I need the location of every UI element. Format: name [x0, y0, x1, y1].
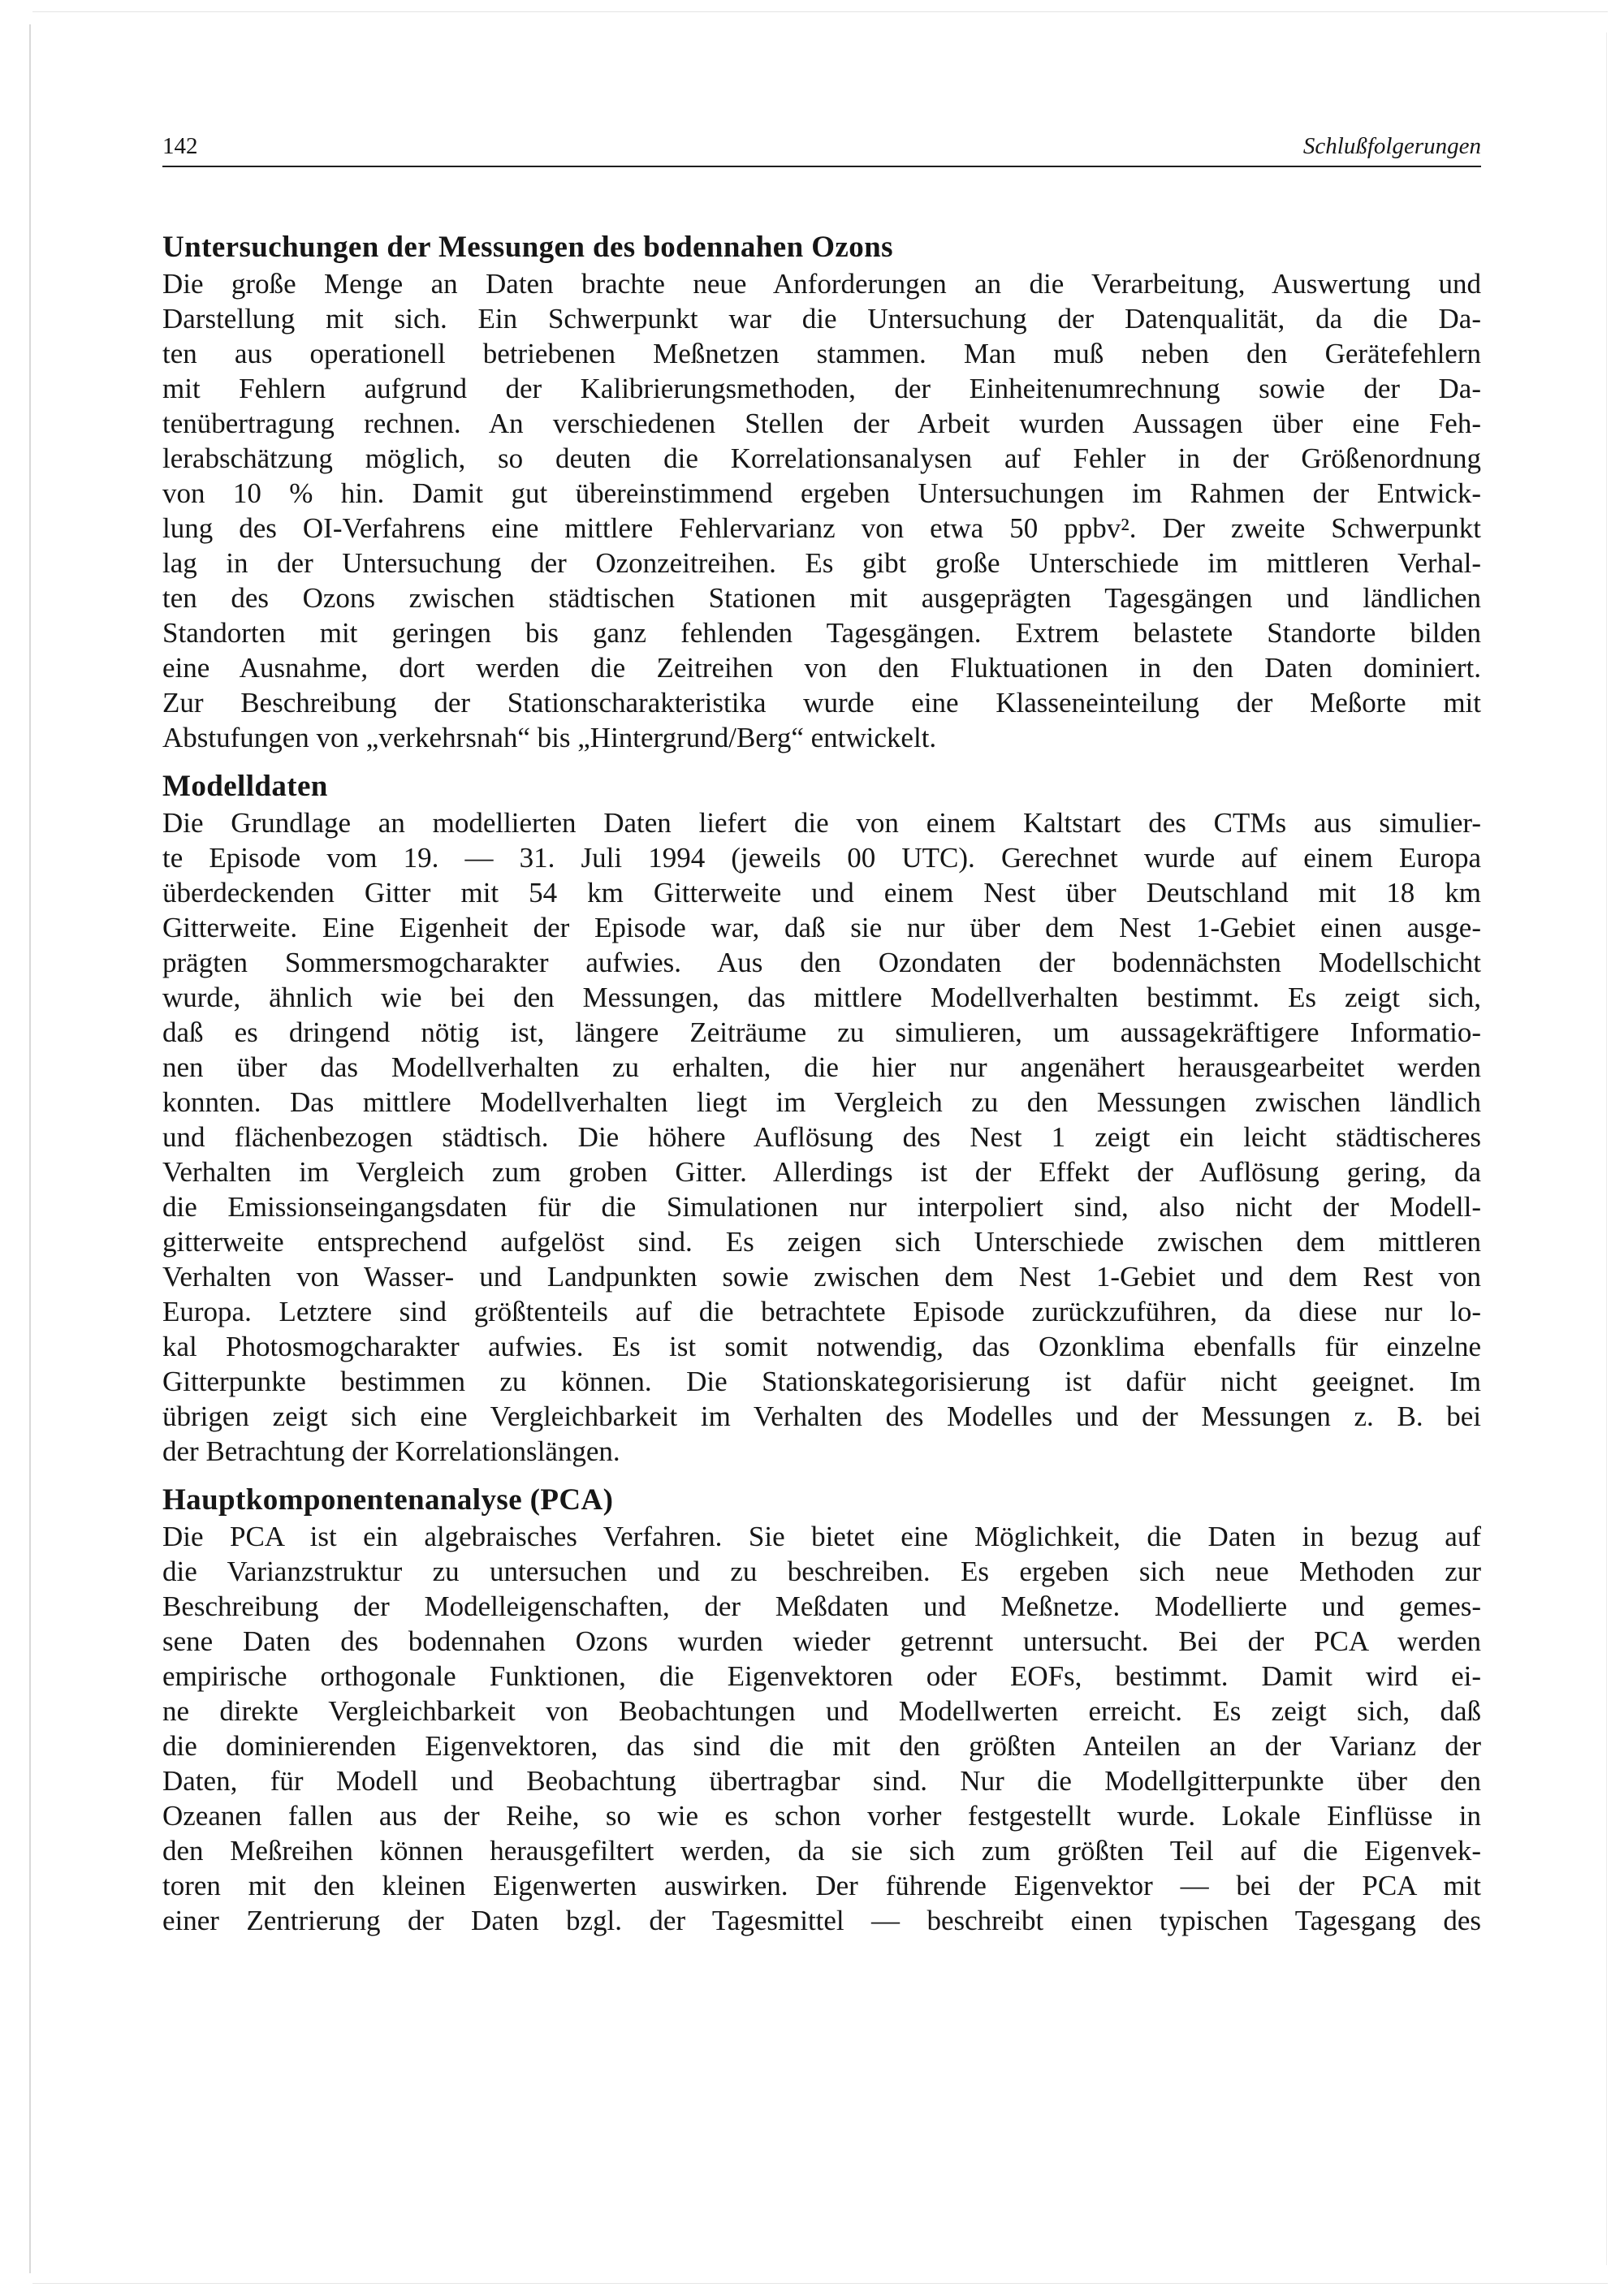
text-line: Gitterpunkte bestimmen zu können. Die Stationskategorisierung ist dafür nicht geeignet. Im — [162, 1366, 1481, 1397]
page-body — [162, 229, 1481, 1938]
page-number: 142 — [162, 133, 198, 159]
text-line: konnten. Das mittlere Modellverhalten liegt im Vergleich zu den Messungen zwischen ländlich — [162, 1086, 1481, 1118]
text-line: Standorten mit geringen bis ganz fehlenden Tagesgängen. Extrem belastete Standorte bilden — [162, 617, 1481, 649]
text-line: nen über das Modellverhalten zu erhalten, die hier nur angenähert herausgearbeitet werden — [162, 1051, 1481, 1083]
text-line: die Emissionseingangsdaten für die Simulationen nur interpoliert sind, also nicht der Modell- — [162, 1191, 1481, 1223]
text-line: te Episode vom 19. — 31. Juli 1994 (jeweils 00 UTC). Gerechnet wurde auf einem Europa — [162, 842, 1481, 874]
text-line: empirische orthogonale Funktionen, die Eigenvektoren oder EOFs, bestimmt. Damit wird ei- — [162, 1660, 1481, 1692]
text-line: der Betrachtung der Korrelationslängen. — [162, 1435, 620, 1467]
text-line: Beschreibung der Modelleigenschaften, der Meßdaten und Meßnetze. Modellierte und gemes- — [162, 1590, 1481, 1622]
section-title: Untersuchungen der Messungen des bodennahen Ozons — [162, 231, 893, 264]
text-line: Zur Beschreibung der Stationscharakteristika wurde eine Klasseneinteilung der Meßorte mit — [162, 687, 1481, 719]
text-line: Gitterweite. Eine Eigenheit der Episode war, daß sie nur über dem Nest 1-Gebiet einen ausge- — [162, 912, 1481, 943]
section-paragraph — [162, 805, 1481, 1469]
page-header — [162, 130, 1481, 167]
text-line: gitterweite entsprechend aufgelöst sind. Es zeigen sich Unterschiede zwischen dem mittleren — [162, 1226, 1481, 1258]
text-line: Die PCA ist ein algebraisches Verfahren. Sie bietet eine Möglichkeit, die Daten in bezug auf — [162, 1521, 1481, 1552]
text-line: Ozeanen fallen aus der Reihe, so wie es schon vorher festgestellt wurde. Lokale Einflüsse in — [162, 1800, 1481, 1832]
section-3 — [162, 1482, 1481, 1938]
text-line: toren mit den kleinen Eigenwerten auswirken. Der führende Eigenvektor — bei der PCA mit — [162, 1870, 1481, 1901]
text-line: ten aus operationell betriebenen Meßnetzen stammen. Man muß neben den Gerätefehlern — [162, 338, 1481, 369]
scan-edge-right — [1606, 32, 1607, 2265]
text-line: mit Fehlern aufgrund der Kalibrierungsmethoden, der Einheitenumrechnung sowie der Da- — [162, 373, 1481, 404]
text-line: eine Ausnahme, dort werden die Zeitreihen von den Fluktuationen in den Daten dominiert. — [162, 652, 1481, 684]
scan-edge-bottom — [32, 2283, 1608, 2284]
text-line: daß es dringend nötig ist, längere Zeiträume zu simulieren, um aussagekräftigere Informatio- — [162, 1016, 1481, 1048]
text-line: Darstellung mit sich. Ein Schwerpunkt war die Untersuchung der Datenqualität, da die Da- — [162, 303, 1481, 334]
scan-edge-top — [32, 11, 1608, 12]
text-line: Die große Menge an Daten brachte neue Anforderungen an die Verarbeitung, Auswertung und — [162, 268, 1481, 300]
text-line: lag in der Untersuchung der Ozonzeitreihen. Es gibt große Unterschiede im mittleren Verhal- — [162, 547, 1481, 579]
text-line: und flächenbezogen städtisch. Die höhere Auflösung des Nest 1 zeigt ein leicht städtischeres — [162, 1121, 1481, 1153]
section-paragraph — [162, 1519, 1481, 1938]
text-line: einer Zentrierung der Daten bzgl. der Tagesmittel — beschreibt einen typischen Tagesgang des — [162, 1905, 1481, 1936]
text-line: Abstufungen von „verkehrsnah“ bis „Hintergrund/Berg“ entwickelt. — [162, 722, 937, 753]
text-line: von 10 % hin. Damit gut übereinstimmend ergeben Untersuchungen im Rahmen der Entwick- — [162, 477, 1481, 509]
text-line: ten des Ozons zwischen städtischen Stationen mit ausgeprägten Tagesgängen und ländlichen — [162, 582, 1481, 614]
text-line: sene Daten des bodennahen Ozons wurden wieder getrennt untersucht. Bei der PCA werden — [162, 1625, 1481, 1657]
text-line: wurde, ähnlich wie bei den Messungen, das mittlere Modellverhalten bestimmt. Es zeigt sich, — [162, 982, 1481, 1013]
text-line: Verhalten im Vergleich zum groben Gitter. Allerdings ist der Effekt der Auflösung gering, da — [162, 1156, 1481, 1188]
section-title: Hauptkomponentenanalyse (PCA) — [162, 1483, 614, 1517]
section-paragraph — [162, 266, 1481, 755]
text-line: den Meßreihen können herausgefiltert werden, da sie sich zum größten Teil auf die Eigenvek- — [162, 1835, 1481, 1867]
running-head: Schlußfolgerungen — [1302, 133, 1481, 159]
section-1 — [162, 229, 1481, 755]
text-line: tenübertragung rechnen. An verschiedenen Stellen der Arbeit wurden Aussagen über eine Feh- — [162, 408, 1481, 439]
text-line: ne direkte Vergleichbarkeit von Beobachtungen und Modellwerten erreicht. Es zeigt sich, daß — [162, 1695, 1481, 1727]
text-line: prägten Sommersmogcharakter aufwies. Aus den Ozondaten der bodennächsten Modellschicht — [162, 947, 1481, 978]
text-line: übrigen zeigt sich eine Vergleichbarkeit im Verhalten des Modelles und der Messungen z. B. bei — [162, 1400, 1481, 1432]
scan-edge-left — [29, 24, 31, 2273]
text-line: lerabschätzung möglich, so deuten die Korrelationsanalysen auf Fehler in der Größenordnung — [162, 442, 1481, 474]
text-line: die Varianzstruktur zu untersuchen und zu beschreiben. Es ergeben sich neue Methoden zur — [162, 1556, 1481, 1587]
text-line: die dominierenden Eigenvektoren, das sind die mit den größten Anteilen an der Varianz der — [162, 1730, 1481, 1762]
text-line: Verhalten von Wasser- und Landpunkten sowie zwischen dem Nest 1-Gebiet und dem Rest von — [162, 1261, 1481, 1293]
text-line: kal Photosmogcharakter aufwies. Es ist somit notwendig, das Ozonklima ebenfalls für einzelne — [162, 1331, 1481, 1362]
text-line: überdeckenden Gitter mit 54 km Gitterweite und einem Nest über Deutschland mit 18 km — [162, 877, 1481, 908]
section-2 — [162, 768, 1481, 1469]
text-line: Die Grundlage an modellierten Daten liefert die von einem Kaltstart des CTMs aus simulier- — [162, 807, 1481, 839]
header-rule — [162, 166, 1481, 167]
text-line: Europa. Letztere sind größtenteils auf die betrachtete Episode zurückzuführen, da diese nur lo- — [162, 1296, 1481, 1327]
text-line: lung des OI-Verfahrens eine mittlere Fehlervarianz von etwa 50 ppbv². Der zweite Schwerpunkt — [162, 512, 1481, 544]
text-line: Daten, für Modell und Beobachtung übertragbar sind. Nur die Modellgitterpunkte über den — [162, 1765, 1481, 1797]
section-title: Modelldaten — [162, 770, 328, 803]
